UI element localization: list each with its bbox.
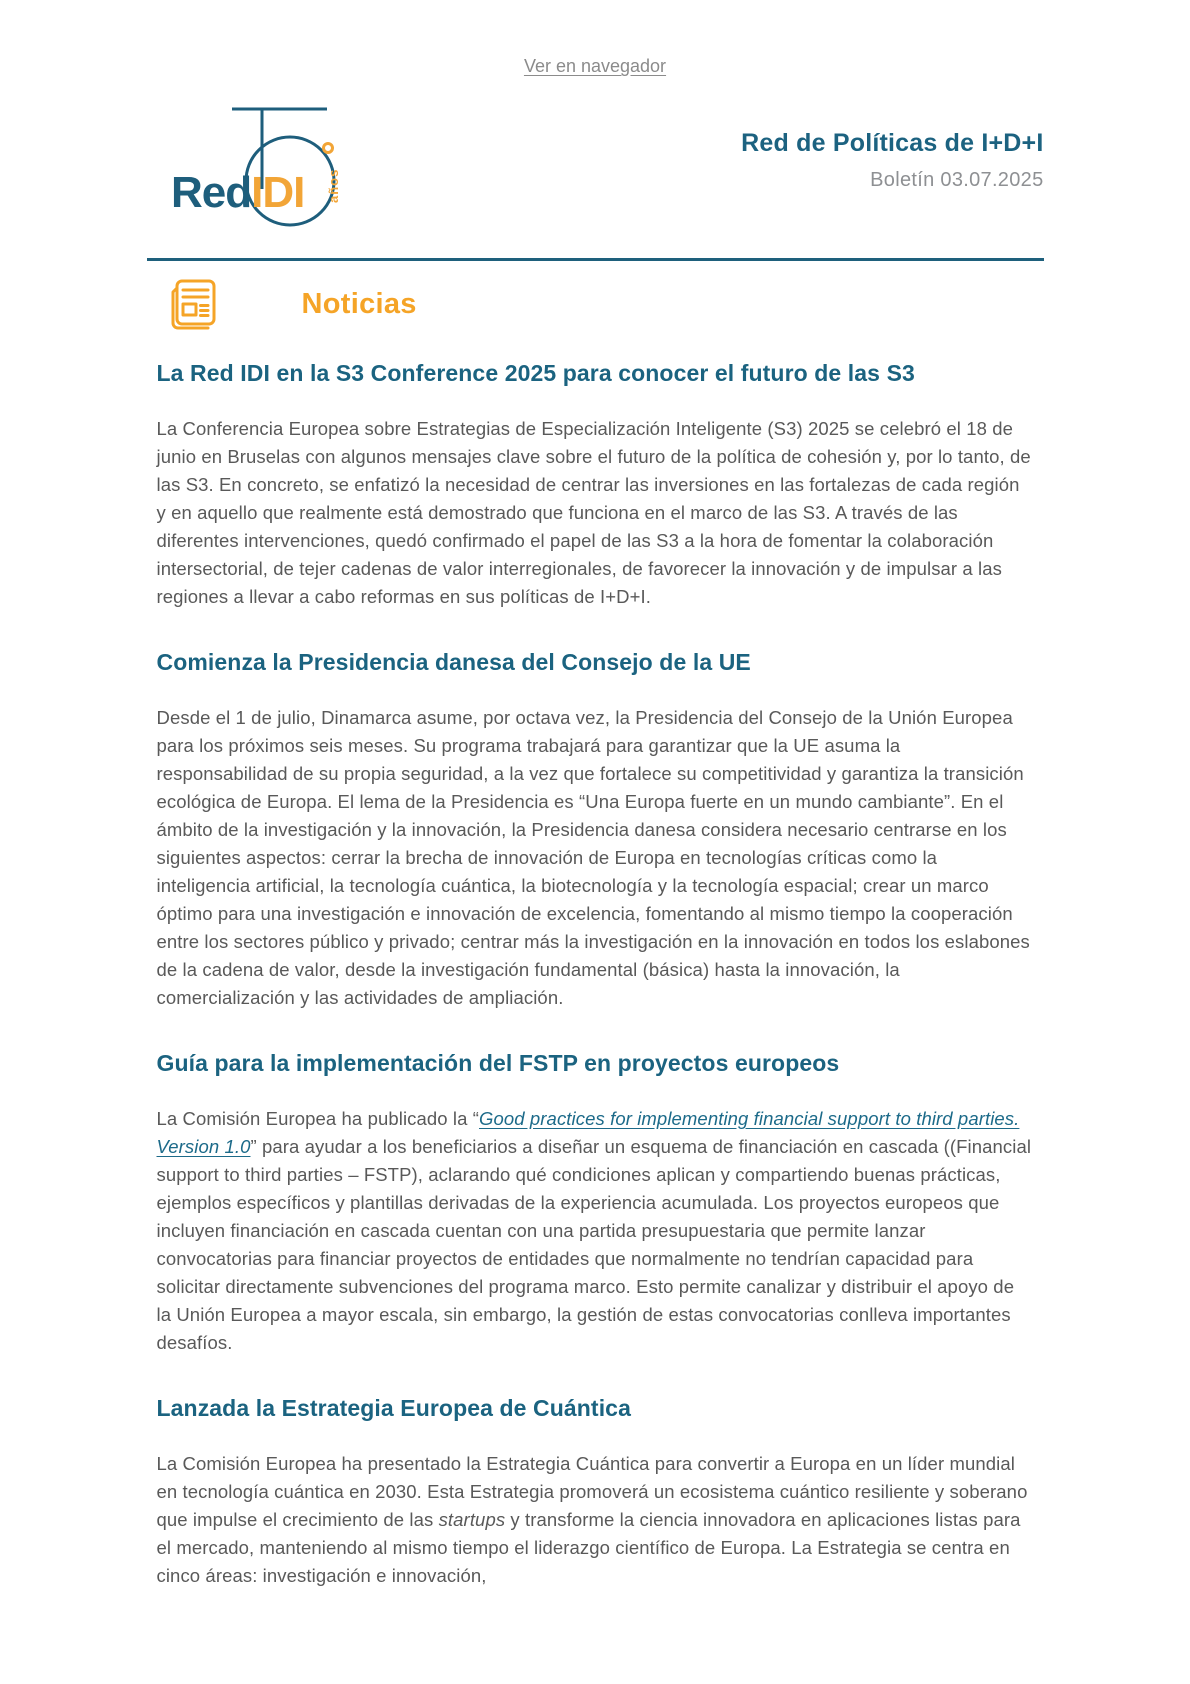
body-text: ” para ayudar a los beneficiarios a diseñar un esquema de financiación en cascada ((Financial support to third parties – FSTP), aclarando qué condiciones aplican y compartiendo buenas prácticas, ejemplos específicos y plantillas derivadas de la experiencia acumulada. Los proyectos europeos que incluyen financiación en cascada cuentan con una partida presupuestaria que permite lanzar convocatorias para financiar proyectos de entidades que normalmente no tendrían capacidad para solicitar directamente subvenciones del programa marco. Esto permite canalizar y distribuir el apoyo de la Unión Europea a mayor escala, sin embargo, la gestión de estas convocatorias conlleva importantes desafíos. xyxy=(156,1136,1032,1353)
article-s3-conference xyxy=(147,360,1044,611)
logo-degree-dot xyxy=(323,144,332,153)
article-heading: La Red IDI en la S3 Conference 2025 para conocer el futuro de las S3 xyxy=(156,360,915,386)
fstp-guide-link[interactable]: Good practices for implementing financial support to third parties. Version 1.0 xyxy=(156,1108,1020,1157)
view-in-browser-bar xyxy=(0,0,1190,77)
article-heading: Lanzada la Estrategia Europea de Cuántica xyxy=(156,1395,631,1421)
newsletter-header xyxy=(147,89,1044,231)
newspaper-icon xyxy=(168,276,218,332)
article-body xyxy=(157,1450,1034,1590)
newsletter-date: Boletín 03.07.2025 xyxy=(870,168,1044,191)
body-text: y transforme la ciencia innovadora en aplicaciones listas para el mercado, manteniendo al mismo tiempo el liderazgo científico de Europa. La Estrategia se centra en cinco áreas: investigación e innovación, xyxy=(156,1509,1021,1586)
header-title-block xyxy=(741,129,1043,192)
article-body: Desde el 1 de julio, Dinamarca asume, por octava vez, la Presidencia del Consejo de la Unión Europea para los próximos seis meses. Su programa trabajará para garantizar que la UE asuma la responsabilidad de su propia seguridad, a la vez que fortalece su competitividad y garantiza la transición ecológica de Europa. El lema de la Presidencia es “Una Europa fuerte en un mundo cambiante”. En el ámbito de la investigación y la innovación, la Presidencia danesa considera necesario centrarse en los siguientes aspectos: cerrar la brecha de innovación de Europa en tecnologías críticas como la inteligencia artificial, la tecnología cuántica, la biotecnología y la tecnología espacial; crear un marco óptimo para una investigación e innovación de excelencia, fomentando al mismo tiempo la cooperación entre los sectores público y privado; centrar más la investigación en la innovación en todos los eslabones de la cadena de valor, desde la investigación fundamental (básica) hasta la innovación, la comercialización y las actividades de ampliación. xyxy=(156,707,1030,1008)
article-heading: Guía para la implementación del FSTP en proyectos europeos xyxy=(156,1050,840,1076)
article-heading: Comienza la Presidencia danesa del Consejo de la UE xyxy=(156,649,751,675)
logo-anos-label: años xyxy=(325,168,341,203)
news-section-header xyxy=(147,276,1044,332)
article-estrategia-cuantica xyxy=(147,1395,1044,1590)
newsletter-title: Red de Políticas de I+D+I xyxy=(741,128,1044,157)
header-divider xyxy=(147,258,1044,261)
startups-italic: startups xyxy=(438,1509,506,1530)
article-body xyxy=(157,1105,1034,1357)
article-presidencia-danesa xyxy=(147,649,1044,1012)
section-title-noticias: Noticias xyxy=(301,287,417,320)
logo-wordmark: RedIDI xyxy=(170,168,304,217)
article-body: La Conferencia Europea sobre Estrategias de Especialización Inteligente (S3) 2025 se celebró el 18 de junio en Bruselas con algunos mensajes clave sobre el futuro de la política de cohesión y, por lo tanto, de las S3. En concreto, se enfatizó la necesidad de centrar las inversiones en las fortalezas de cada región y en aquello que realmente está demostrado que funciona en el marco de las S3. A través de las diferentes intervenciones, quedó confirmado el papel de las S3 a la hora de fomentar la colaboración intersectorial, de tejer cadenas de valor interregionales, de favorecer la innovación y de impulsar a las regiones a llevar a cabo reformas en sus políticas de I+D+I. xyxy=(156,418,1031,607)
body-text: La Comisión Europea ha presentado la Estrategia Cuántica para convertir a Europa en un líder mundial en tecnología cuántica en 2030. Esta Estrategia promoverá un ecosistema cuántico resiliente y soberano que impulse el crecimiento de las xyxy=(156,1453,1028,1530)
view-in-browser-link[interactable]: Ver en navegador xyxy=(523,56,667,76)
article-guia-fstp xyxy=(147,1050,1044,1357)
redidi-logo[interactable] xyxy=(157,89,372,231)
body-text: La Comisión Europea ha publicado la “ xyxy=(156,1108,480,1129)
